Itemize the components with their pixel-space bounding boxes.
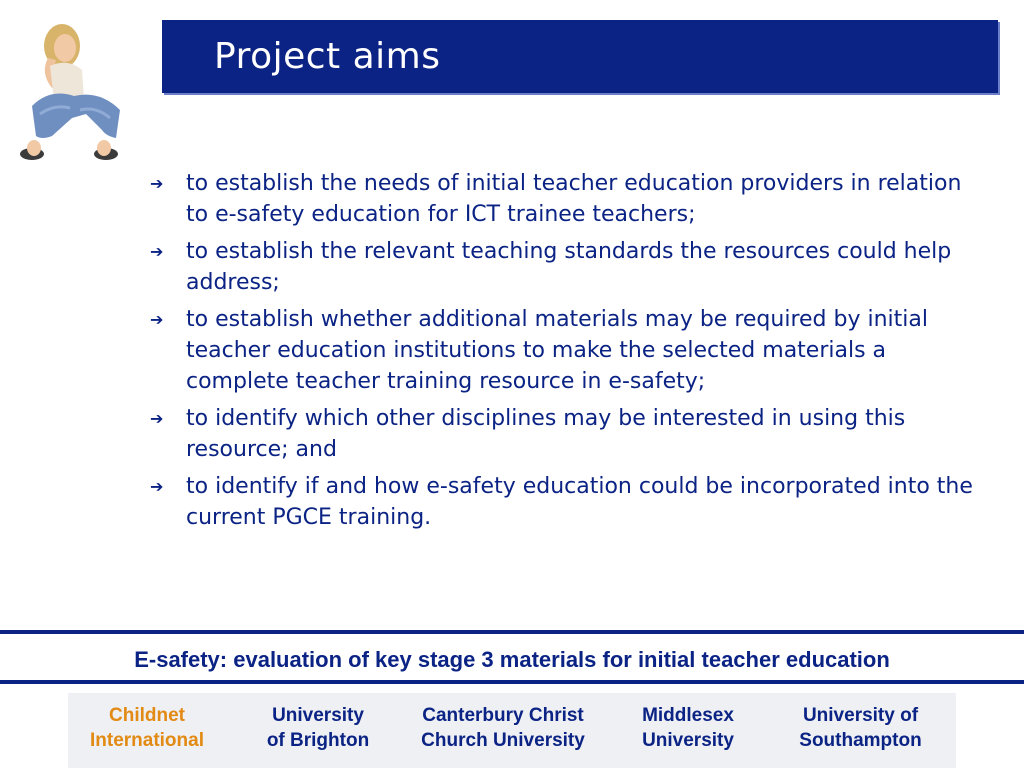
list-item <box>150 304 990 397</box>
list-item <box>150 168 990 230</box>
partner-line: Canterbury Christ <box>422 705 584 726</box>
list-item <box>150 236 990 298</box>
partner-line: University <box>642 730 734 751</box>
partner-brighton <box>248 703 388 753</box>
partner-line: of Brighton <box>266 730 370 751</box>
student-photo <box>10 18 135 168</box>
partner-line: International <box>89 730 204 751</box>
partner-line: Middlesex <box>642 705 734 726</box>
aim-text: to establish the relevant teaching standards the resources could help address; <box>186 239 952 295</box>
aim-text: to identify if and how e-safety education could be incorporated into the current PGCE training. <box>186 474 973 530</box>
project-title: E-safety: evaluation of key stage 3 materials for initial teacher education <box>134 647 890 672</box>
arrow-right-icon: ➔ <box>150 174 164 193</box>
partner-logos <box>68 693 956 768</box>
partner-line: Southampton <box>799 730 922 751</box>
arrow-right-icon: ➔ <box>150 477 164 496</box>
arrow-right-icon: ➔ <box>150 409 164 428</box>
footer-divider-top <box>0 630 1024 634</box>
list-item <box>150 403 990 465</box>
footer-divider-bottom <box>0 680 1024 684</box>
partner-line: Church University <box>421 730 585 751</box>
partner-childnet <box>72 703 222 753</box>
aims-list <box>150 168 990 539</box>
aim-text: to identify which other disciplines may be interested in using this resource; and <box>186 406 906 462</box>
title-bar <box>162 20 998 93</box>
partner-middlesex <box>623 703 753 753</box>
partner-canterbury <box>408 703 598 753</box>
partner-line: University of <box>802 705 919 726</box>
arrow-right-icon: ➔ <box>150 310 164 329</box>
list-item <box>150 471 990 533</box>
partner-line: Childnet <box>109 705 185 726</box>
partner-southampton <box>778 703 943 753</box>
aim-text: to establish the needs of initial teacher education providers in relation to e-safety education for ICT trainee teachers; <box>186 171 962 227</box>
page-title: Project aims <box>214 36 441 77</box>
arrow-right-icon: ➔ <box>150 242 164 261</box>
aim-text: to establish whether additional materials may be required by initial teacher education institutions to make the selected materials a complete teacher training resource in e-safety; <box>186 307 928 394</box>
partner-line: University <box>272 705 364 726</box>
